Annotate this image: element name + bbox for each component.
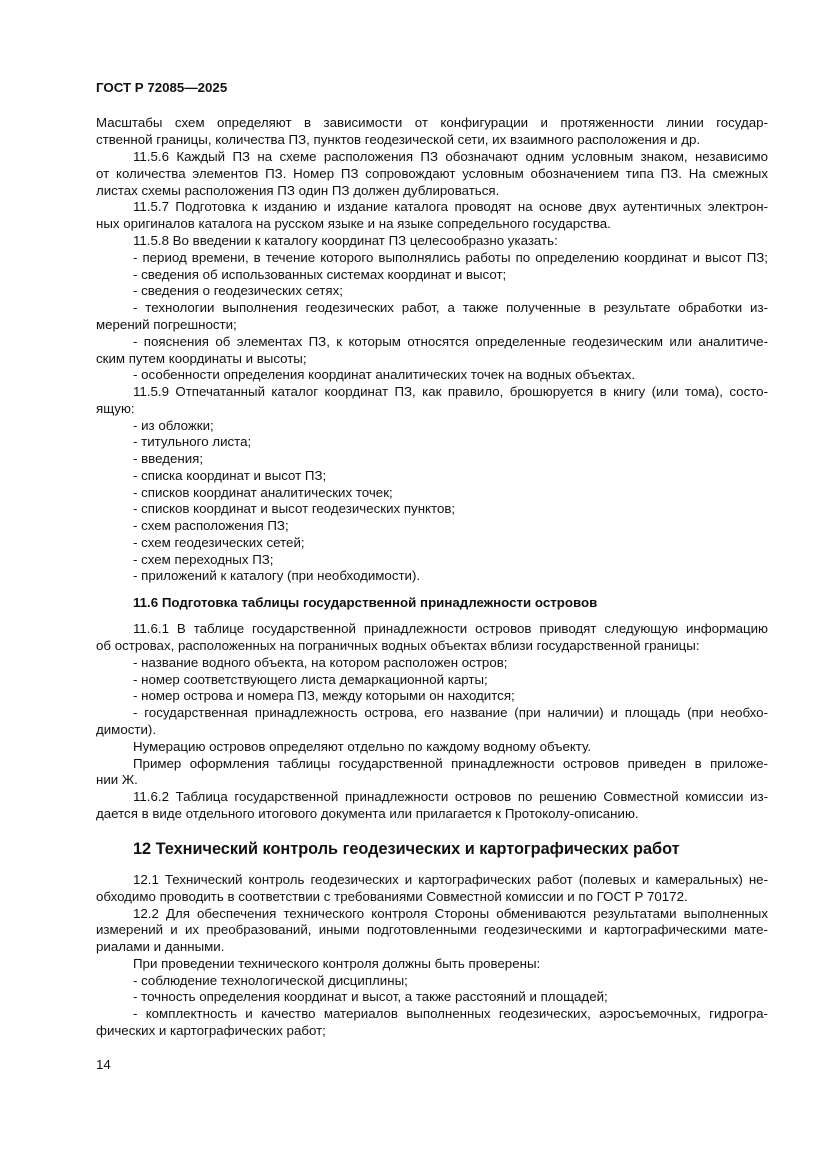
text-line: фических и картографических работ; xyxy=(96,1023,326,1038)
list-item: - титульного листа; xyxy=(133,434,252,449)
text-line: риалами и данными. xyxy=(96,939,225,954)
text-line: ных оригиналов каталога на русском языке и на языке сопредельного государства. xyxy=(96,216,611,231)
text-line: дается в виде отдельного итогового документа или прилагается к Протоколу-описанию. xyxy=(96,806,639,821)
list-item: - государственная принадлежность острова, его название (при наличии) и площадь (при необхо- xyxy=(133,705,768,720)
text-line: 12.2 Для обеспечения технического контроля Стороны обмениваются результатами выполненных xyxy=(133,906,768,921)
list-item: - сведения о геодезических сетях; xyxy=(133,283,343,298)
list-item: - название водного объекта, на котором расположен остров; xyxy=(133,655,508,670)
text-line: нии Ж. xyxy=(96,772,138,787)
text-line: мерений погрешности; xyxy=(96,317,237,332)
text-line: ственной границы, количества ПЗ, пунктов геодезической сети, их взаимного расположения и др. xyxy=(96,132,701,147)
page-number: 14 xyxy=(96,1057,111,1072)
text-line: Масштабы схем определяют в зависимости от конфигурации и протяженности линии государ- xyxy=(96,115,768,130)
text-line: об островах, расположенных на пограничных водных объектах вблизи государственной границы: xyxy=(96,638,700,653)
list-item: - соблюдение технологической дисциплины; xyxy=(133,973,408,988)
document-header: ГОСТ Р 72085—2025 xyxy=(96,80,228,95)
text-line: 11.5.7 Подготовка к изданию и издание каталога проводят на основе двух аутентичных электрон- xyxy=(133,199,768,214)
list-item: - из обложки; xyxy=(133,418,214,433)
subsection-heading: 11.6 Подготовка таблицы государственной принадлежности островов xyxy=(133,595,598,610)
list-item: - списков координат аналитических точек; xyxy=(133,485,393,500)
text-line: При проведении технического контроля должны быть проверены: xyxy=(133,956,541,971)
list-item: - номер острова и номера ПЗ, между которыми он находится; xyxy=(133,688,515,703)
list-item: - пояснения об элементах ПЗ, к которым относятся определенные геодезическим или аналитиче- xyxy=(133,334,768,349)
list-item: - введения; xyxy=(133,451,204,466)
text-line: обходимо проводить в соответствии с требованиями Совместной комиссии и по ГОСТ Р 70172. xyxy=(96,889,688,904)
list-item: - схем переходных ПЗ; xyxy=(133,552,274,567)
text-line: 11.6.2 Таблица государственной принадлежности островов по решению Совместной комиссии из- xyxy=(133,789,768,804)
list-item: - схем расположения ПЗ; xyxy=(133,518,289,533)
list-item: - схем геодезических сетей; xyxy=(133,535,305,550)
list-item: - сведения об использованных системах координат и высот; xyxy=(133,267,507,282)
text-line: 11.5.8 Во введении к каталогу координат ПЗ целесообразно указать: xyxy=(133,233,558,248)
text-line: измерений и их преобразований, иными подготовленными геодезическими и картографическими мате- xyxy=(96,922,768,937)
text-line: Нумерацию островов определяют отдельно по каждому водному объекту. xyxy=(133,739,592,754)
text-line: ящую: xyxy=(96,401,135,416)
list-item: - комплектность и качество материалов выполненных геодезических, аэросъемочных, гидрогра- xyxy=(133,1006,768,1021)
text-line: 11.6.1 В таблице государственной принадлежности островов приводят следующую информацию xyxy=(133,621,768,636)
text-line: листах схемы расположения ПЗ один ПЗ должен дублироваться. xyxy=(96,183,500,198)
section-heading: 12 Технический контроль геодезических и картографических работ xyxy=(133,840,680,858)
text-line: 11.5.9 Отпечатанный каталог координат ПЗ, как правило, брошюруется в книгу (или тома), состо- xyxy=(133,384,768,399)
text-line: 11.5.6 Каждый ПЗ на схеме расположения ПЗ обозначают одним условным знаком, независимо xyxy=(133,149,768,164)
list-item: - особенности определения координат аналитических точек на водных объектах. xyxy=(133,367,636,382)
text-line: от количества элементов ПЗ. Номер ПЗ сопровождают условным обозначением типа ПЗ. На смежных xyxy=(96,166,768,181)
text-line: 12.1 Технический контроль геодезических и картографических работ (полевых и камеральных) не- xyxy=(133,872,768,887)
list-item: - списков координат и высот геодезических пунктов; xyxy=(133,501,456,516)
list-item: - списка координат и высот ПЗ; xyxy=(133,468,327,483)
list-item: - номер соответствующего листа демаркационной карты; xyxy=(133,672,488,687)
list-item: - период времени, в течение которого выполнялись работы по определению координат и высот ПЗ; xyxy=(133,250,768,265)
text-line: ским путем координаты и высоты; xyxy=(96,351,307,366)
list-item: - технологии выполнения геодезических работ, а также полученные в результате обработки из- xyxy=(133,300,768,315)
text-line: димости). xyxy=(96,722,157,737)
list-item: - приложений к каталогу (при необходимости). xyxy=(133,568,421,583)
text-line: Пример оформления таблицы государственной принадлежности островов приведен в приложе- xyxy=(133,756,768,771)
list-item: - точность определения координат и высот, а также расстояний и площадей; xyxy=(133,989,608,1004)
